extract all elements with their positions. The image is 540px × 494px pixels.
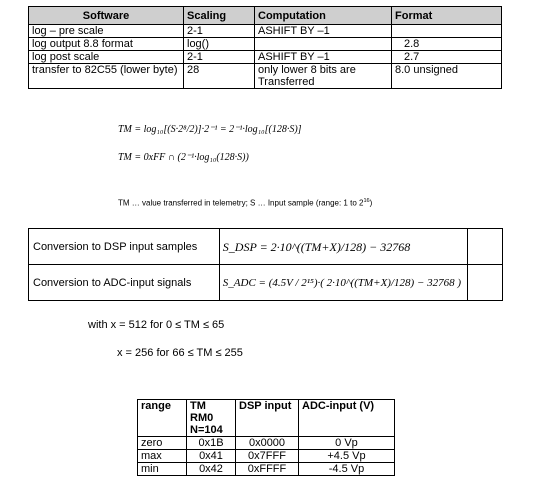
header-scaling: Scaling (184, 7, 255, 25)
note-end: ) (369, 198, 373, 208)
definition-note (118, 198, 372, 208)
cell: log – pre scale (29, 25, 184, 38)
equation-tm-mask: TM = 0xFF ∩ (2⁻¹·log₁₀(128·S)) (118, 152, 249, 163)
cell: 28 (184, 64, 255, 89)
with-line-1: with x = 512 for 0 ≤ TM ≤ 65 (88, 319, 225, 331)
cell: only lower 8 bits are Transferred (255, 64, 392, 89)
header-format: Format (392, 7, 502, 25)
cell (255, 38, 392, 51)
table-row (138, 463, 395, 476)
cell: 0x7FFF (236, 450, 299, 463)
table-row (138, 437, 395, 450)
range-table-header (138, 400, 395, 437)
header-dsp: DSP input (236, 400, 299, 437)
cell: zero (138, 437, 187, 450)
empty-cell (467, 265, 502, 301)
cell: log post scale (29, 51, 184, 64)
header-range: range (138, 400, 187, 437)
cell: 0x1B (187, 437, 236, 450)
conversion-label: Conversion to DSP input samples (29, 229, 220, 265)
software-table (28, 6, 502, 89)
table-row (29, 64, 502, 89)
note-text: TM … value transferred in telemetry; S … Input sample (range: 1 to 2 (118, 198, 364, 208)
equation-tm-log: TM = log₁₀[(S·2⁸/2)]·2⁻¹ = 2⁻¹·log₁₀[(128·S)] (118, 124, 302, 135)
cell: 8.0 unsigned (392, 64, 502, 89)
cell: 2-1 (184, 25, 255, 38)
cell: transfer to 82C55 (lower byte) (29, 64, 184, 89)
header-computation: Computation (255, 7, 392, 25)
table-row (29, 51, 502, 64)
cell: 0x0000 (236, 437, 299, 450)
cell: 0 Vp (299, 437, 395, 450)
software-table-header (29, 7, 502, 25)
cell: min (138, 463, 187, 476)
header-adc: ADC-input (V) (299, 400, 395, 437)
table-row (29, 25, 502, 38)
cell: 2.8 (392, 38, 502, 51)
cell: max (138, 450, 187, 463)
table-row (29, 265, 503, 301)
cell: ASHIFT BY –1 (255, 25, 392, 38)
cell: 2-1 (184, 51, 255, 64)
table-row (29, 38, 502, 51)
header-software: Software (29, 7, 184, 25)
range-table (137, 399, 395, 476)
cell: -4.5 Vp (299, 463, 395, 476)
conversion-label: Conversion to ADC-input signals (29, 265, 220, 301)
cell: 0x41 (187, 450, 236, 463)
cell (392, 25, 502, 38)
note-exponent: 16 (363, 198, 370, 204)
table-row (138, 450, 395, 463)
cell: 0xFFFF (236, 463, 299, 476)
cell: +4.5 Vp (299, 450, 395, 463)
empty-cell (467, 229, 502, 265)
cell: 2.7 (392, 51, 502, 64)
conversion-formula: S_DSP = 2·10^((TM+X)/128) − 32768 (219, 229, 467, 265)
cell: log output 8.8 format (29, 38, 184, 51)
cell: log() (184, 38, 255, 51)
header-tm: TM RM0 N=104 (187, 400, 236, 437)
conversion-table (28, 228, 503, 301)
table-row (29, 229, 503, 265)
with-line-2: x = 256 for 66 ≤ TM ≤ 255 (117, 347, 243, 359)
cell: 0x42 (187, 463, 236, 476)
conversion-formula: S_ADC = (4.5V / 2¹⁵)·( 2·10^((TM+X)/128) − 32768 ) (219, 265, 467, 301)
cell: ASHIFT BY –1 (255, 51, 392, 64)
